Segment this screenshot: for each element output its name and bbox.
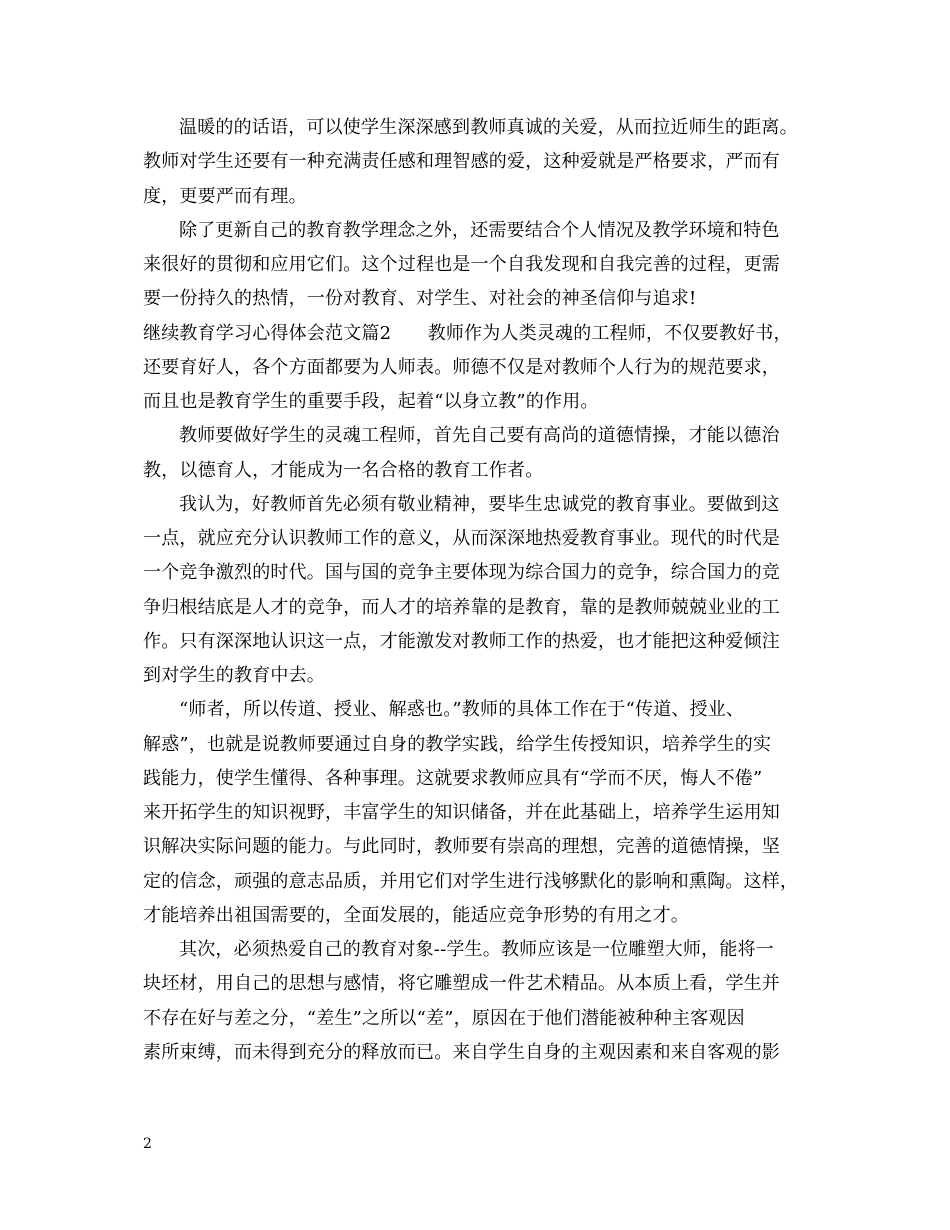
body-text: [143, 111, 811, 1070]
text-line: 块坯材，用自己的思想与感情，将它雕塑成一件艺术精品。从本质上看，学生并: [143, 973, 780, 995]
text-line: 解惑”，也就是说教师要通过自身的教学实践，给学生传授知识，培养学生的实: [143, 733, 772, 755]
text-line: 践能力，使学生懂得、各种事理。这就要求教师应具有“学而不厌，悔人不倦”: [143, 767, 763, 789]
text-line: 除了更新自己的教育教学理念之外，还需要结合个人情况及教学环境和特色: [179, 219, 780, 241]
text-line: 一点，就应充分认识教师工作的意义，从而深深地热爱教育事业。现代的时代是: [143, 528, 780, 549]
text-line: 才能培养出祖国需要的，全面发展的，能适应竞争形势的有用之才。: [143, 904, 689, 926]
text-line: 我认为，好教师首先必须有敬业精神，要毕生忠诚党的教育事业。要做到这: [179, 493, 780, 515]
text-line: 一个竞争激烈的时代。国与国的竞争主要体现为综合国力的竞争，综合国力的竞: [143, 562, 780, 584]
text-line: “师者，所以传道、授业、解惑也。”教师的具体工作在于“传道、授业、: [179, 699, 745, 721]
text-line: 教师对学生还要有一种充满责任感和理智感的爱，这种爱就是严格要求，严而有: [143, 151, 780, 173]
text-line: 其次，必须热爱自己的教育对象--学生。教师应该是一位雕塑大师，能将一: [179, 939, 774, 960]
text-line: 素所束缚，而未得到充分的释放而已。来自学生自身的主观因素和来自客观的影: [143, 1041, 780, 1063]
text-line: 教师要做好学生的灵魂工程师，首先自己要有高尚的道德情操，才能以德治: [179, 425, 780, 447]
section-heading-line: 继续教育学习心得体会范文篇2 教师作为人类灵魂的工程师，不仅要教好书，: [143, 322, 792, 344]
text-line: 要一份持久的热情，一份对教育、对学生、对社会的神圣信仰与追求!: [143, 288, 697, 310]
text-line: 来开拓学生的知识视野，丰富学生的知识储备，并在此基础上，培养学生运用知: [143, 802, 780, 823]
text-line: 作。只有深深地认识这一点，才能激发对教师工作的热爱，也才能把这种爱倾注: [143, 630, 780, 652]
text-line: 而且也是教育学生的重要手段，起着“以身立教”的作用。: [143, 391, 599, 412]
text-line: 还要育好人，各个方面都要为人师表。师德不仅是对教师个人行为的规范要求，: [143, 356, 780, 378]
text-line: 温暖的的话语，可以使学生深深感到教师真诚的关爱，从而拉近师生的距离。: [179, 117, 798, 138]
page-number: 2: [143, 1136, 152, 1152]
text-line: 教，以德育人，才能成为一名合格的教育工作者。: [143, 459, 544, 481]
text-line: 争归根结底是人才的竞争，而人才的培养靠的是教育，靠的是教师兢兢业业的工: [143, 596, 780, 618]
text-line: 来很好的贯彻和应用它们。这个过程也是一个自我发现和自我完善的过程，更需: [143, 254, 780, 275]
text-line: 到对学生的教育中去。: [143, 665, 325, 686]
text-line: 识解决实际问题的能力。与此同时，教师要有崇高的理想，完善的道德情操，坚: [143, 836, 780, 858]
text-line: 不存在好与差之分，“差生”之所以“差”，原因在于他们潜能被种种主客观因: [143, 1007, 745, 1029]
text-line: 定的信念，顽强的意志品质，并用它们对学生进行浅够默化的影响和熏陶。这样，: [143, 870, 799, 892]
text-line: 度，更要严而有理。: [143, 185, 307, 207]
